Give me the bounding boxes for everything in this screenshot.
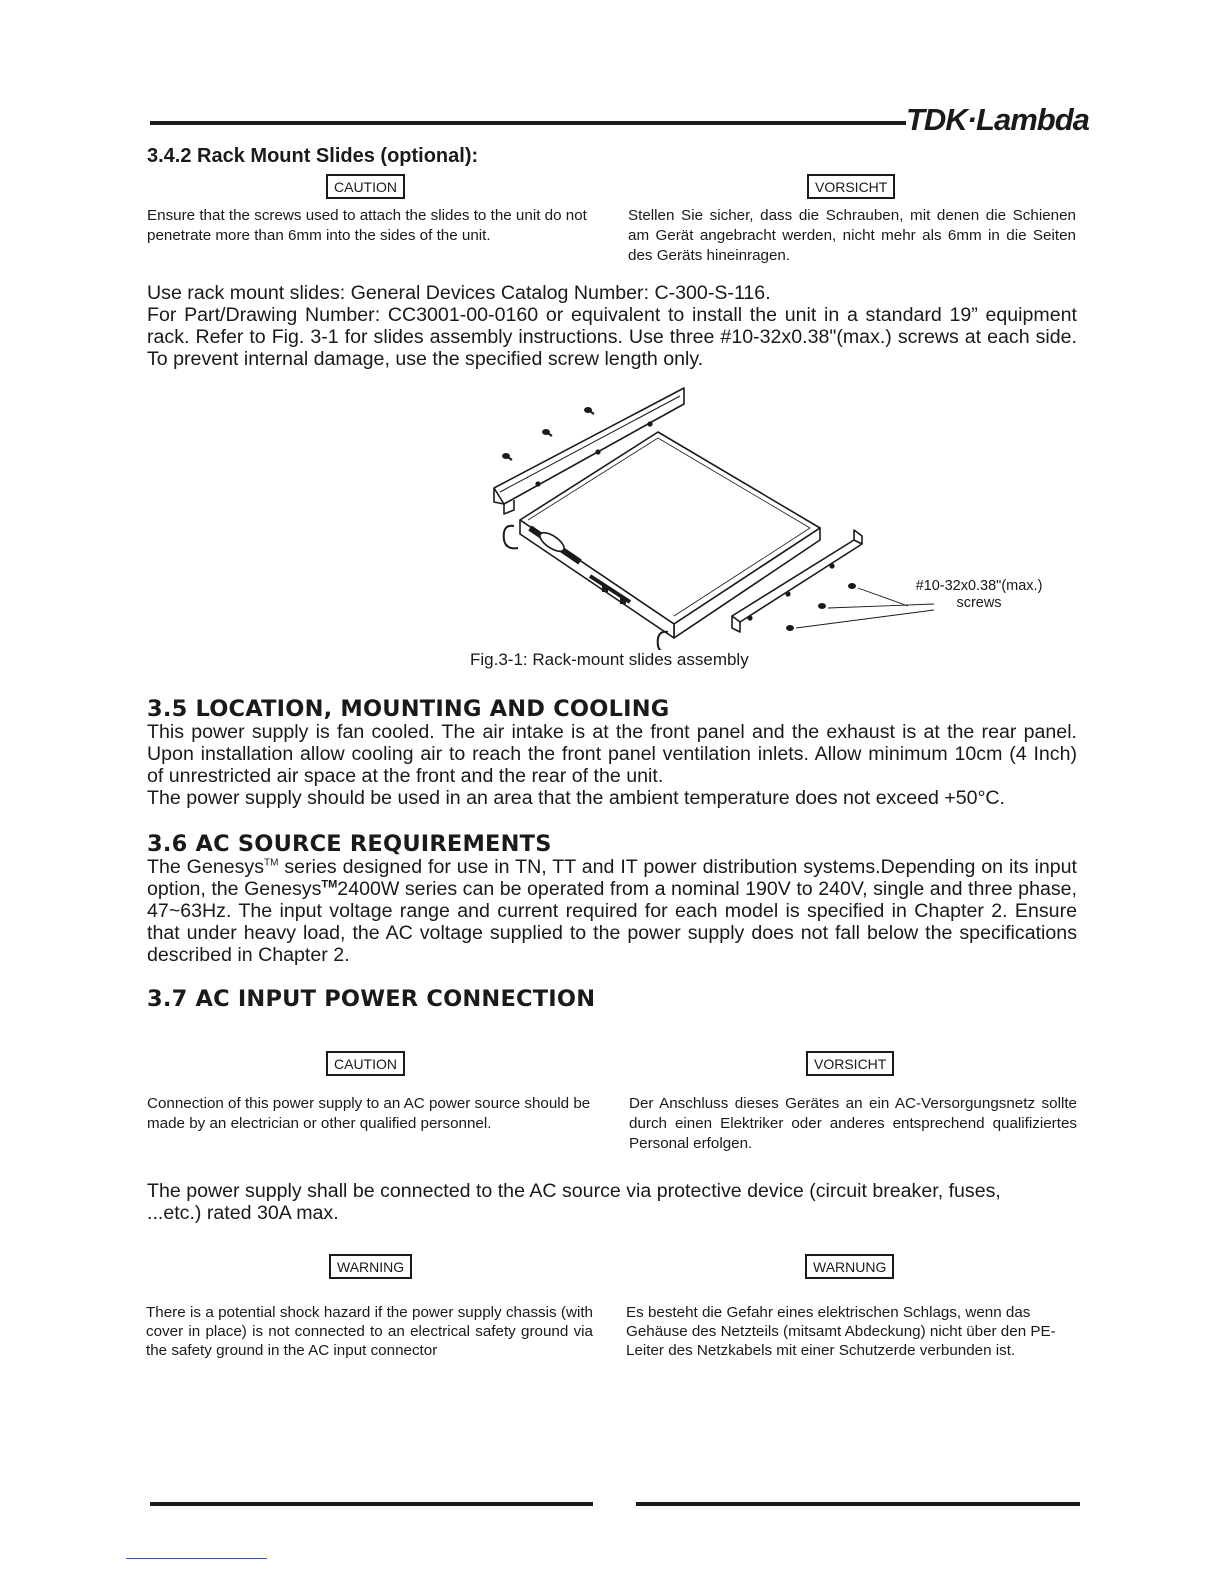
rack-slides-paragraph [147, 282, 1077, 370]
section-3-6-heading: 3.6 AC SOURCE REQUIREMENTS [147, 831, 552, 857]
trademark-1: TM [264, 857, 279, 869]
header-rule [150, 121, 906, 125]
caution-text-2: Connection of this power supply to an AC power source should be made by an electrician or other qualified personnel. [147, 1095, 591, 1132]
vorsicht-tag: VORSICHT [807, 174, 895, 199]
warning-text: There is a potential shock hazard if the power supply chassis (with cover in place) is not connected to an electrical safety ground via the safety ground in the AC input connector [146, 1304, 593, 1359]
rack-slides-line2: For Part/Drawing Number: CC3001-00-0160 or equivalent to install the unit in a standard 19” equipment rack. Refer to Fig. 3-1 for slides assembly instructions. Use three #10-32x0.38"(max.) screws at each side. To prevent internal damage, use the specified screw length only. [147, 304, 1077, 370]
ac-source-text-1: The Genesys [147, 856, 265, 878]
brand-logo: TDK·Lambda [906, 102, 1089, 137]
ac-source-text-3: 2400W series can be operated from a nominal 190V to 240V, single and three phase, 47~63Hz. The input voltage range and current required for each model is specified in Chapter 2. Ensure that under heavy load, the AC voltage supplied to the power supply does not fall below the specifications described in Chapter 2. [147, 878, 1077, 966]
ac-source-paragraph [147, 856, 1077, 966]
warnung-tag: WARNUNG [805, 1254, 894, 1279]
warning-tag: WARNING [329, 1254, 412, 1279]
trademark-2: TM [321, 878, 338, 891]
section-3-5-heading: 3.5 LOCATION, MOUNTING AND COOLING [147, 696, 670, 722]
section-3-4-2-heading: 3.4.2 Rack Mount Slides (optional): [147, 145, 479, 167]
screws-callout [905, 578, 1053, 612]
ac-connection-paragraph: The power supply shall be connected to the AC source via protective device (circuit breaker, fuses, ...etc.) rated 30A max. [147, 1180, 1001, 1224]
footer-link-underline [126, 1558, 267, 1559]
caution-text: Ensure that the screws used to attach the slides to the unit do not penetrate more than 6mm into the sides of the unit. [147, 207, 587, 244]
vorsicht-text: Stellen Sie sicher, dass die Schrauben, mit denen die Schienen am Gerät angebracht werden, nicht mehr als 6mm in die Seiten des Geräts hineinragen. [628, 207, 1076, 264]
rack-slides-line1: Use rack mount slides: General Devices Catalog Number: C-300-S-116. [147, 282, 771, 304]
footer-rule-right [636, 1502, 1080, 1506]
cooling-para1: This power supply is fan cooled. The air intake is at the front panel and the exhaust is at the rear panel. Upon installation allow cooling air to reach the front panel ventilation inlets. Allow minimum 10cm (4 Inch) of unrestricted air space at the front and the rear of the unit. [147, 721, 1077, 787]
warnung-text: Es besteht die Gefahr eines elektrischen Schlags, wenn das Gehäuse des Netzteils (mitsamt Abdeckung) nicht über den PE-Leiter des Netzkabels mit einer Schutzerde verbunden ist. [626, 1304, 1056, 1359]
caution-tag-2: CAUTION [326, 1051, 405, 1076]
cooling-para2: The power supply should be used in an area that the ambient temperature does not exceed +50°C. [147, 787, 1005, 809]
vorsicht-text-2: Der Anschluss dieses Gerätes an ein AC-Versorgungsnetz sollte durch einen Elektriker oder anderes entsprechend qualifiziertes Personal erfolgen. [629, 1095, 1077, 1152]
cooling-paragraph [147, 721, 1077, 809]
figure-caption: Fig.3-1: Rack-mount slides assembly [470, 650, 749, 669]
caution-tag: CAUTION [326, 174, 405, 199]
footer-rule-left [150, 1502, 593, 1506]
vorsicht-tag-2: VORSICHT [806, 1051, 894, 1076]
section-3-7-heading: 3.7 AC INPUT POWER CONNECTION [147, 986, 596, 1012]
screws-callout-line2: screws [956, 595, 1002, 611]
ac-source-text-2: series designed for use in TN, TT and IT power distribution systems.Depending on its input option, the Genesys [147, 856, 1077, 900]
screws-callout-line1: #10-32x0.38"(max.) [915, 578, 1043, 594]
